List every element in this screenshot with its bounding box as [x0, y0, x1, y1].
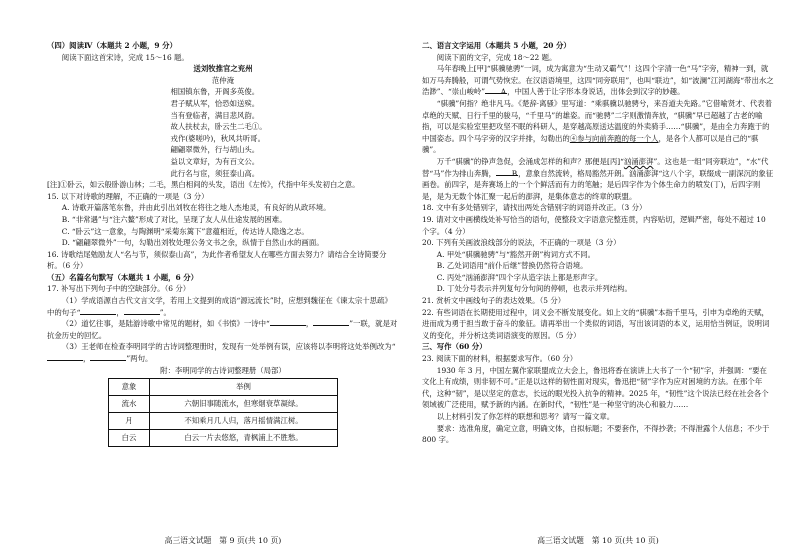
question-19: 19. 请对文中画横线处补写恰当的语句，使整段文字语意完整连贯，内容贴切，逻辑严密，每处不超过 10 个字。（4 分）: [422, 214, 766, 236]
q20-option-b: B. 乙处词语用“前仆后继”替换仍然符合语境。: [436, 261, 588, 271]
writing-material: 1930 年 3 月，中国左翼作家联盟成立大会上，鲁迅将香在演讲上大书了一个“韧”字，并强调：“要在文化上有成绩，则非韧不可。”正是以这样的韧性面对现实，鲁迅把“韧”字作为应对困境的方法。在那个年代，这种“韧”，是以坚定的意志，长远的眼光投入抗争的精神。2025 年，“韧性”这个说法已经在社会各个领域被广泛使用，赋予新的内涵。在新时代，“韧性”是一种坚守的决心和毅力……: [422, 365, 769, 410]
blank-b[interactable]: B: [496, 168, 518, 176]
table-cell: 白云一片去悠悠，青枫浦上不胜愁。: [150, 430, 338, 447]
poem-note: [注]①卧云，如云般卧游山林；二毛，黑白相间的头发，语出《左传》，代指中年头发初白之意。: [47, 180, 360, 190]
passage-paragraph-1: 马年春晚上[甲]“骐骥驰骋”一词，成为寓意为“生动又霸气”！这四个字清一色“马”字旁，精神一到，就如万马奔腾般，可谓气势恢宏。在汉语语境里，这四“同旁联用”，也叫“联边”，如“波澜”江河湖海“带出水之浩渺”、“崇山峻岭” A，中国人善于让字形本身说话，出体会到汉字的妙趣。: [422, 64, 774, 97]
poem-line: 翩翩翠微外，行与胡山头。: [170, 145, 260, 155]
q15-option-d: D. “翩翩翠微外”一句，勾勒出刘牧处理公务文书之余，纵情于自然山水的画面。: [61, 238, 324, 248]
q20-option-c: C. 丙处“汹涌澎湃”四个字从造字法上都是形声字。: [436, 272, 603, 282]
section-2-heading: 二、语言文字运用（本题共 5 小题，20 分）: [422, 41, 571, 50]
section-3-heading: 三、写作（60 分）: [422, 342, 487, 352]
poem-line: 益以文章好，为有百文公。: [170, 156, 260, 166]
blank-a[interactable]: A: [485, 86, 507, 94]
poem-line: 当有登临者，满目悲风韵。: [170, 110, 260, 120]
answer-blank[interactable]: [47, 353, 83, 361]
table-cell: 流水: [109, 396, 150, 413]
table-row: [109, 430, 338, 447]
page-10-footer: 高三语文试题 第 10 页(共 10 页): [537, 536, 659, 545]
table-cell: 月: [109, 413, 150, 430]
q17-part-2: （2）道忆往事，是陆游诗歌中常见的题材，如《书愤》一诗中“ ， ”一联，就是对抗金历史的回忆。: [47, 319, 398, 340]
page-10: [422, 40, 774, 446]
answer-blank[interactable]: [80, 307, 116, 315]
poem-author: 范仲淹: [211, 75, 235, 85]
section-4-heading: （四）阅读Ⅳ（本题共 2 小题，9 分）: [47, 41, 177, 50]
table-header: 举例: [150, 379, 338, 396]
q15-option-a: A. 诗歌开篇落笔东鲁，并由此引出刘牧在将往之地人杰地灵，有良好的从政环境。: [61, 203, 331, 213]
question-21: 21. 赏析文中画线句子的表达效果。（5 分）: [422, 296, 566, 306]
poem-line: 相国镇东鲁，开阁多英俊。: [170, 87, 260, 97]
wavy-underlined-word: 汹涌澎湃: [623, 156, 654, 166]
answer-blank[interactable]: [124, 307, 160, 315]
q20-option-d: D. 丁处分号表示并列复句分句间的停顿，也表示并列结构。: [436, 284, 632, 294]
writing-prompt: 以上材料引发了你怎样的联想和思考？请写一篇文章。: [436, 412, 615, 421]
section-2-instruction: 阅读下面的文字，完成 18～22 题。: [436, 52, 557, 62]
answer-blank[interactable]: [313, 318, 349, 326]
question-22: 22. 有些词语在长期使用过程中，词义会不断发展变化。如上文的“骐骥”本指千里马，引申为卓绝的天赋，进而成为勇于担当敢于奋斗的象征。请再举出一个类似的词语，写出该词语的本义，运用恰当例证，说明词义的变化，并分析这类词语演变的原因。（5 分）: [422, 307, 770, 340]
table-header: 意象: [109, 379, 150, 396]
q15-option-c: C. “卧云”这一意象，与陶渊明“采菊东篱下”意蕴相近，传达诗人隐逸之志。: [61, 226, 309, 236]
q20-option-a: A. 甲处“骐骥驰骋”与“豁然开朗”构词方式不同。: [436, 249, 595, 259]
answer-blank[interactable]: [90, 353, 126, 361]
section-5-heading: （五）名篇名句默写（本题共 1 小题，6 分）: [47, 272, 199, 282]
writing-requirements: 要求：选准角度，确定立意，明确文体，自拟标题；不要套作，不得抄袭；不得泄露个人信息；不少于 800 字。: [422, 423, 770, 445]
page-9-footer: 高三语文试题 第 9 页(共 10 页): [164, 536, 282, 545]
table-cell: 不知乘月几人归，落月摇情满江树。: [150, 413, 338, 430]
table-cell: 白云: [109, 430, 150, 447]
question-20: 20. 下列有关画波浪线部分的说法，不正确的一项是（3 分）: [422, 238, 621, 248]
poem-line: 故人扶杖去，卧云生二毛①。: [170, 122, 267, 132]
table-row: [109, 396, 338, 413]
table-header-row: [109, 379, 338, 396]
question-15: 15. 以下对诗歌的理解，不正确的一项是（3 分）: [47, 191, 209, 201]
table-caption: 附：李明同学的古诗词整理册（局部）: [160, 365, 286, 375]
answer-blank[interactable]: [270, 318, 306, 326]
table-cell: 六朝旧事随流水，但寒烟衰草凝绿。: [150, 396, 338, 413]
question-17: 17. 补写出下列句子中的空缺部分。（6 分）: [47, 284, 191, 294]
question-18: 18. 文中有多处错别字，请找出两处含错别字的词语并改正。（3 分）: [422, 203, 647, 213]
passage-paragraph-3: 万千“骐骥”的铮声急促，会涌成怎样的和声？那便是[丙]“汹涌澎湃”。这也是一组“同旁联边”，“水”代替“马”作为排山奔腾， B，意象自然流转，格局豁然开朗。汹涌澎湃“这八个字，联缀成一副深沉的象征画卷。前四字，是奔赛场上的一个个鲜活而有力的笔触；是后四字作为个体生命力的喷发(丁)，后四字则是，是为无数个体汇聚一起后的澎湃，是集体意志的终章的联盟。: [422, 156, 774, 201]
poem-body: [47, 86, 399, 179]
poem-line: 此行名与宦，须狂泰山高。: [170, 168, 260, 178]
passage-paragraph-2: “骐骥”何指？绝非凡马。《楚辞·离骚》里写道：“乘骐骥以驰骋兮，来吾道夫先路。”它借喻贤才、代表着卓绝的天赋、日行千里的骏马，“千里马”的雄姿。而“驰骋”二字则激情奔放，“骐骥”早已超越了古老的喻指，可以是实验室里把攻坚不眠的科研人，是穿越高原送达温度的外卖骑手……“骐骥”，是由全力奔跑于的中国姿态。四个马字旁的汉字并排，勾勒出的④参与向前奔跑的每一个人，是各个人都可以是自己的“骐骥”。: [422, 98, 773, 155]
imagery-table: [108, 378, 338, 447]
table-row: [109, 413, 338, 430]
page-9: [47, 40, 399, 447]
q17-part-3: （3）王老师在检查李明同学的古诗词整理册时，发现有一处举例有误，应该将以李明将这处举例改为“， ”两句。: [47, 341, 399, 364]
question-23: 23. 阅读下面的材料，根据要求写作。（60 分）: [422, 354, 578, 364]
q17-part-1: （1）学成语源自古代文言文学，若用上文提到的成语“源远流长”时，应想到魏征在《谏太宗十思疏》中的句子“ ， ”。: [47, 296, 392, 317]
poem-line: 戎作(婆嗟吟)，秋风共听哥。: [170, 133, 265, 143]
question-16: 16. 诗歌结尾勉励友人“名与节，须似泰山高”，为此作者希望友人在哪些方面去努力？请结合全诗简要分析。（6 分）: [47, 249, 387, 271]
section-4-instruction: 阅读下面这首宋诗，完成 15～16 题。: [61, 52, 189, 62]
poem-line: 君子赋从军，恰恐如送殡。: [170, 98, 260, 108]
underlined-sentence: ④参与向前奔跑的每一个人: [569, 133, 659, 143]
poem-title: 送刘牧推官之兖州: [193, 64, 253, 74]
q15-option-b: B. “非常遇”与“注六鳌”形成了对比，呈现了友人从仕途发展的困难。: [61, 214, 287, 224]
